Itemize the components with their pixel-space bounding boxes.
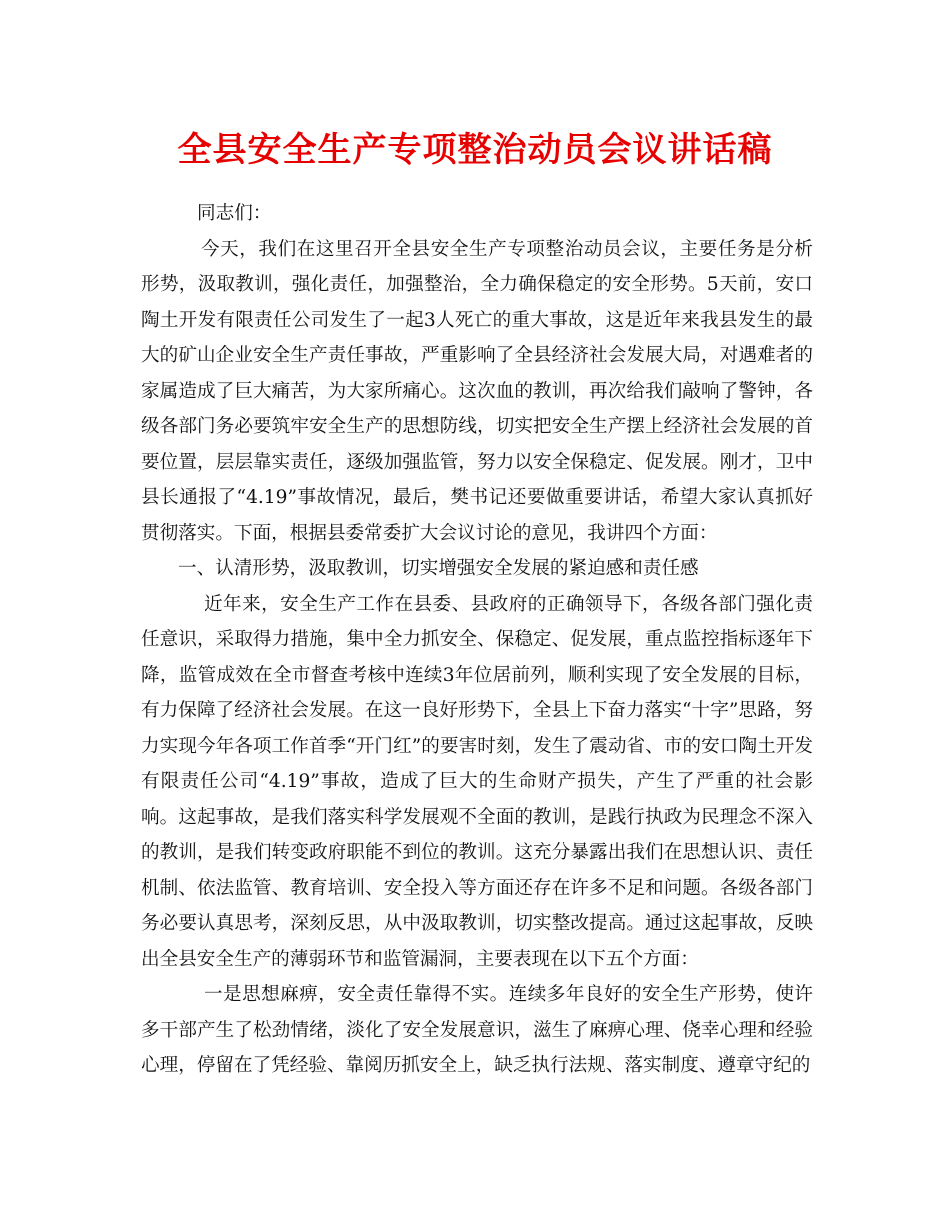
document-body	[141, 196, 813, 1084]
section-heading-1: 一、认清形势，汲取教训，切实增强安全发展的紧迫感和责任感	[178, 558, 699, 579]
paragraph-situation: 近年来，安全生产工作在县委、县政府的正确领导下，各级各部门强化责任意识，采取得力措施，集中全力抓安全、保稳定、促发展，重点监控指标逐年下降，监管成效在全市督查考核中连续3年位居前列，顺利实现了安全发展的目标，有力保障了经济社会发展。在这一良好形势下，全县上下奋力落实“十字”思路，努力实现今年各项工作首季“开门红”的要害时刻，发生了震动省、市的安口陶土开发有限责任公司“4.19”事故，造成了巨大的生命财产损失，产生了严重的社会影响。这起事故，是我们落实科学发展观不全面的教训，是践行执政为民理念不深入的教训，是我们转变政府职能不到位的教训。这充分暴露出我们在思想认识、责任机制、依法监管、教育培训、安全投入等方面还存在许多不足和问题。各级各部门务必要认真思考，深刻反思，从中汲取教训，切实整改提高。通过这起事故，反映出全县安全生产的薄弱环节和监管漏洞，主要表现在以下五个方面：	[141, 593, 813, 970]
document-title: 全县安全生产专项整治动员会议讲话稿	[177, 130, 773, 170]
paragraph-point-1: 一是思想麻痹，安全责任靠得不实。连续多年良好的安全生产形势，使许多干部产生了松劲情绪，淡化了安全发展意识，滋生了麻痹心理、侥幸心理和经验心理，停留在了凭经验、靠阅历抓安全上，缺乏执行法规、落实制度、遵章守纪的	[141, 984, 813, 1076]
paragraph-intro: 今天，我们在这里召开全县安全生产专项整治动员会议，主要任务是分析形势，汲取教训，强化责任，加强整治，全力确保稳定的安全形势。5天前，安口陶土开发有限责任公司发生了一起3人死亡的重大事故，这是近年来我县发生的最大的矿山企业安全生产责任事故，严重影响了全县经济社会发展大局，对遇难者的家属造成了巨大痛苦，为大家所痛心。这次血的教训，再次给我们敲响了警钟，各级各部门务必要筑牢安全生产的思想防线，切实把安全生产摆上经济社会发展的首要位置，层层靠实责任，逐级加强监管，努力以安全保稳定、促发展。刚才，卫中县长通报了“4.19”事故情况，最后，樊书记还要做重要讲话，希望大家认真抓好贯彻落实。下面，根据县委常委扩大会议讨论的意见，我讲四个方面：	[141, 238, 813, 544]
greeting: 同志们：	[197, 203, 272, 224]
